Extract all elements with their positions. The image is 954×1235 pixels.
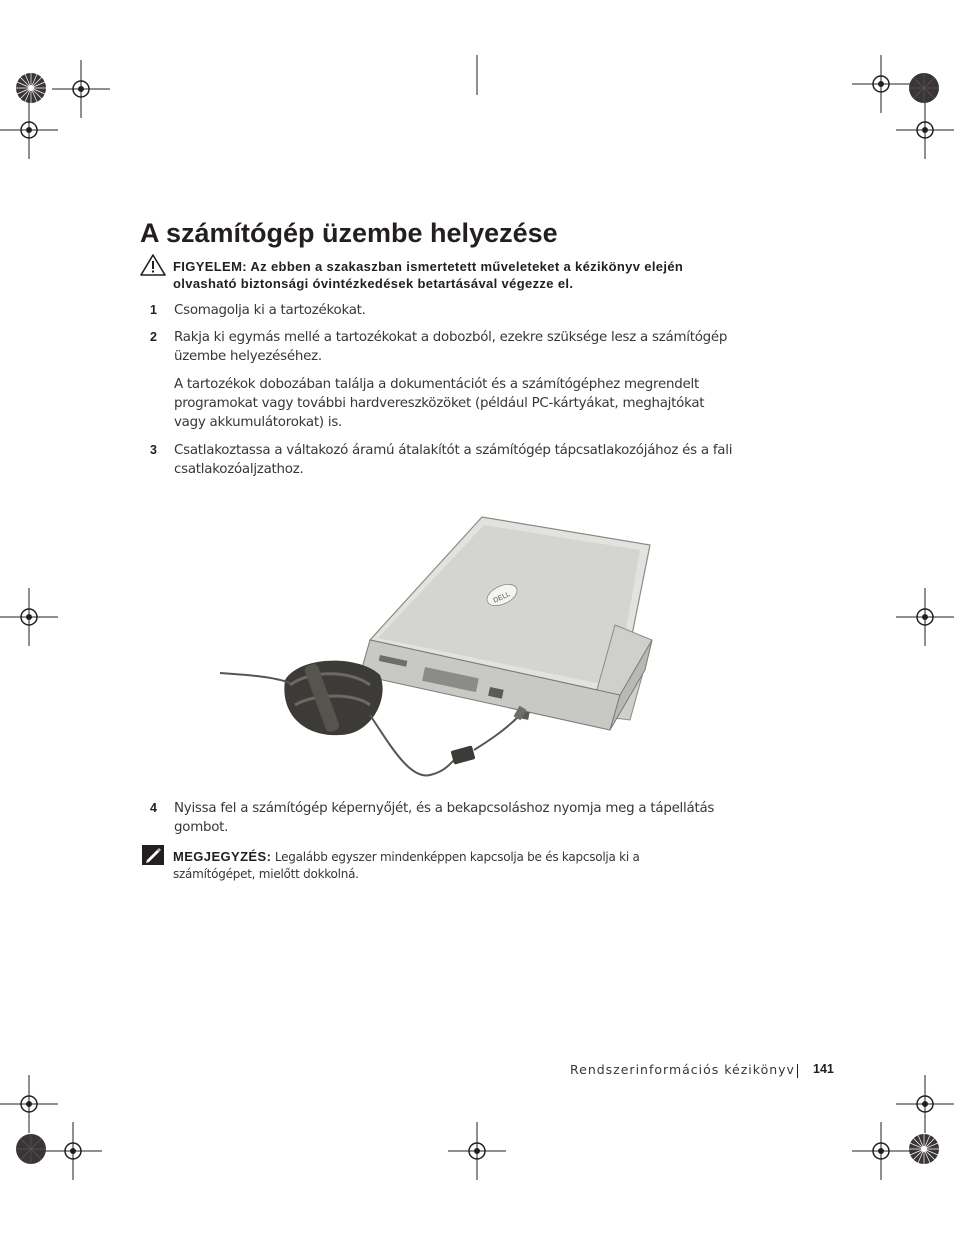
step-text: Nyissa fel a számítógép képernyőjét, és a bekapcsoláshoz nyomja meg a tápellátás gombot. bbox=[174, 801, 715, 835]
step-paragraph: A tartozékok dobozában találja a dokumentációt és a számítógéphez megrendelt programokat vagy további hardvereszközöket (például PC-kártyákat, meghajtókat vagy akkumulátorokat) is. bbox=[174, 377, 705, 430]
crosshair-icon bbox=[896, 101, 954, 159]
step-text: Csatlakoztassa a váltakozó áramú átalakítót a számítógép tápcsatlakozójához és a fali csatlakozóaljzathoz. bbox=[174, 443, 733, 477]
crosshair-icon bbox=[0, 588, 58, 646]
note bbox=[173, 848, 673, 883]
page-title: A számítógép üzembe helyezése bbox=[140, 218, 558, 248]
crosshair-icon bbox=[0, 101, 58, 159]
crosshair-icon bbox=[448, 55, 506, 95]
warning-notice bbox=[173, 258, 733, 292]
starburst-register-icon bbox=[908, 1133, 940, 1165]
starburst-register-icon bbox=[15, 1133, 47, 1165]
note-label: MEGJEGYZÉS: bbox=[173, 849, 272, 864]
crosshair-icon bbox=[52, 60, 110, 118]
page-number: 141 bbox=[813, 1062, 834, 1076]
step-text: Rakja ki egymás mellé a tartozékokat a dobozból, ezekre szüksége lesz a számítógép üzembe helyezéséhez. bbox=[174, 330, 728, 364]
step-number: 2 bbox=[150, 330, 157, 344]
step-number: 1 bbox=[150, 303, 157, 317]
crosshair-icon bbox=[896, 588, 954, 646]
crosshair-icon bbox=[44, 1122, 102, 1180]
starburst-register-icon bbox=[908, 72, 940, 104]
starburst-register-icon bbox=[15, 72, 47, 104]
laptop-logo: DELL bbox=[492, 590, 512, 605]
note-pencil-icon bbox=[142, 845, 164, 865]
laptop-with-ac-adapter-illustration bbox=[220, 505, 660, 785]
note-text: Legalább egyszer mindenképpen kapcsolja be és kapcsolja ki a számítógépet, mielőtt dokkolná. bbox=[173, 850, 640, 881]
step-number: 3 bbox=[150, 443, 157, 457]
warning-label: FIGYELEM: bbox=[173, 259, 247, 274]
step-text: Csomagolja ki a tartozékokat. bbox=[174, 303, 366, 318]
footer-book-title: Rendszerinformációs kézikönyv bbox=[570, 1062, 795, 1077]
step-number: 4 bbox=[150, 801, 157, 815]
crosshair-icon bbox=[852, 1122, 910, 1180]
warning-triangle-icon bbox=[140, 253, 166, 277]
footer-separator bbox=[797, 1064, 798, 1078]
crosshair-icon bbox=[448, 1122, 506, 1180]
warning-text: Az ebben a szakaszban ismertetett műveleteket a kézikönyv elején olvasható biztonsági óvintézkedések betartásával végezze el. bbox=[173, 259, 684, 291]
